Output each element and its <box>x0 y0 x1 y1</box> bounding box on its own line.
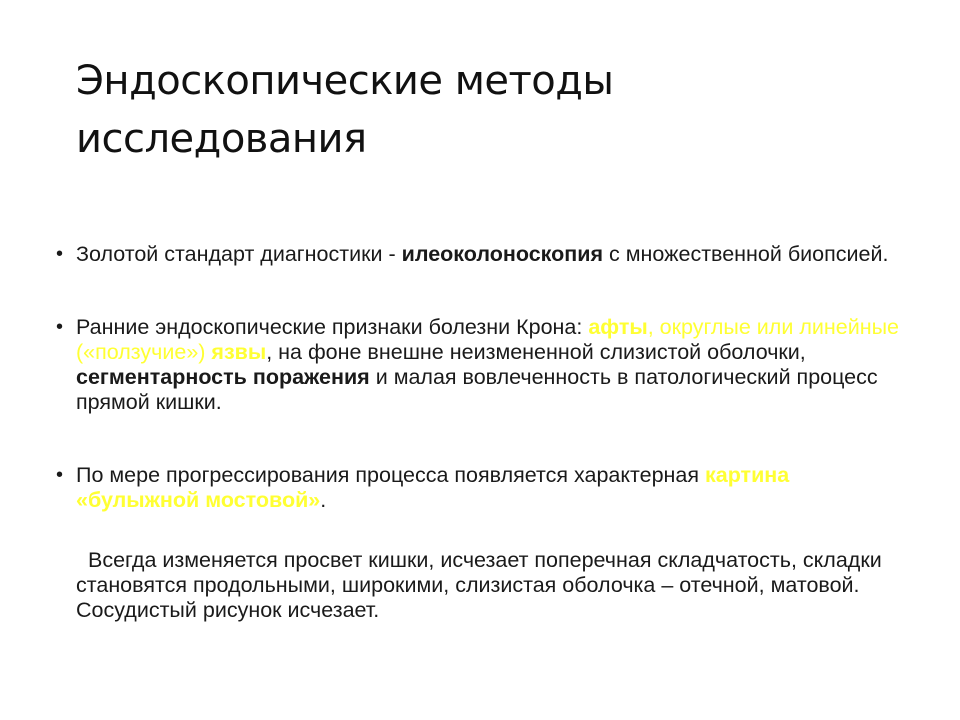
bullet-text: , на фоне внешне неизмененной слизистой оболочки, <box>266 340 806 364</box>
bullet-item-gold-standard <box>56 242 906 267</box>
bullet-text: По мере прогрессирования процесса появляется характерная <box>76 463 705 487</box>
bullet-text-bold: илеоколоноскопия <box>401 242 604 266</box>
bullet-text-highlight-bold: язвы <box>211 340 267 364</box>
bullet-item-early-signs <box>56 315 906 415</box>
bullet-text: и малая вовлеченность в патологический процесс прямой кишки. <box>76 365 878 414</box>
bullet-text-highlight-bold: афты <box>588 315 648 339</box>
bullet-icon: • <box>56 243 64 265</box>
bullet-text: Ранние эндоскопические признаки болезни Крона: <box>76 315 589 339</box>
slide-title-line-2: исследования <box>76 116 367 162</box>
slide-title-line-1: Эндоскопические методы <box>76 58 614 104</box>
bullet-icon: • <box>56 316 64 338</box>
bullet-text-highlight: , округлые или линейные («ползучие») <box>76 315 900 364</box>
bullet-list <box>56 242 906 513</box>
bullet-text-bold: сегментарность поражения <box>76 365 370 389</box>
bullet-text: с множественной биопсией. <box>603 242 889 266</box>
bullet-text-highlight-bold: картина «булыжной мостовой» <box>76 463 790 512</box>
bullet-text: . <box>320 488 327 512</box>
slide-title <box>76 52 896 168</box>
bullet-icon: • <box>56 464 64 486</box>
note-paragraph: Всегда изменяется просвет кишки, исчезает поперечная складчатость, складки становятся продольными, широкими, слизистая оболочка – отечной, матовой. Сосудистый рисунок исчезает. <box>76 548 882 622</box>
bullet-text: Золотой стандарт диагностики - <box>76 242 402 266</box>
bullet-item-progression <box>56 463 906 513</box>
